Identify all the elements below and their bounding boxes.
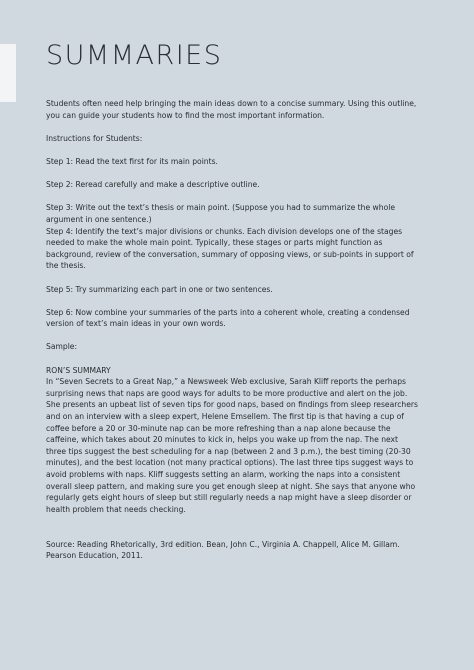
sample-heading: Sample: (46, 342, 78, 352)
intro-paragraph: Students often need help bringing the main ideas down to a concise summary. Using this outline, you can guide your students how to find the most important information. (46, 99, 417, 120)
document-body (46, 98, 418, 562)
step-3: Step 3: Write out the text’s thesis or main point. (Suppose you had to summarize the whole argument in one sentence.) (46, 203, 396, 224)
instructions-heading: Instructions for Students: (46, 133, 143, 143)
step-1: Step 1: Read the text first for its main points. (46, 156, 218, 166)
step-5: Step 5: Try summarizing each part in one or two sentences. (46, 284, 273, 294)
summary-title: RON’S SUMMARY (46, 365, 111, 375)
page-title: SUMMARIES (46, 40, 223, 71)
source-citation: Source: Reading Rhetorically, 3rd edition. Bean, John C., Virginia A. Chappell, Alice M. Gillam. Pearson Education, 2011. (46, 539, 400, 561)
step-6: Step 6: Now combine your summaries of the parts into a coherent whole, creating a condensed version of text’s main ideas in your own words. (46, 307, 410, 329)
step-4: Step 4: Identify the text’s major divisions or chunks. Each division develops one of the stages needed to make the whole main point. Typically, these stages or parts might function as background, review of the conversation, summary of opposing views, or sub-points in support of the thesis. (46, 226, 414, 271)
summary-body: In “Seven Secrets to a Great Nap,” a Newsweek Web exclusive, Sarah Kliff reports the perhaps surprising news that naps are good ways for adults to be more productive and alert on the job. She presents an upbeat list of seven tips for good naps, based on findings from sleep researchers and on an interview with a sleep expert, Helene Emsellem. The first tip is that having a cup of coffee before a 20 or 30-minute nap can be more refreshing than a nap alone because the caffeine, which takes about 20 minutes to kick in, helps you wake up from the nap. The next three tips suggest the best scheduling for a nap (between 2 and 3 p.m.), the best timing (20-30 minutes), and the best location (not many practical options). The last three tips suggest ways to avoid problems with naps. Kliff suggests setting an alarm, working the naps into a consistent overall sleep pattern, and making sure you get enough sleep at night. She says that anyone who regularly gets eight hours of sleep but still regularly needs a nap might have a sleep disorder or health problem that needs checking. (46, 377, 418, 514)
side-tab-marker (0, 44, 16, 102)
step-2: Step 2: Reread carefully and make a descriptive outline. (46, 180, 260, 190)
